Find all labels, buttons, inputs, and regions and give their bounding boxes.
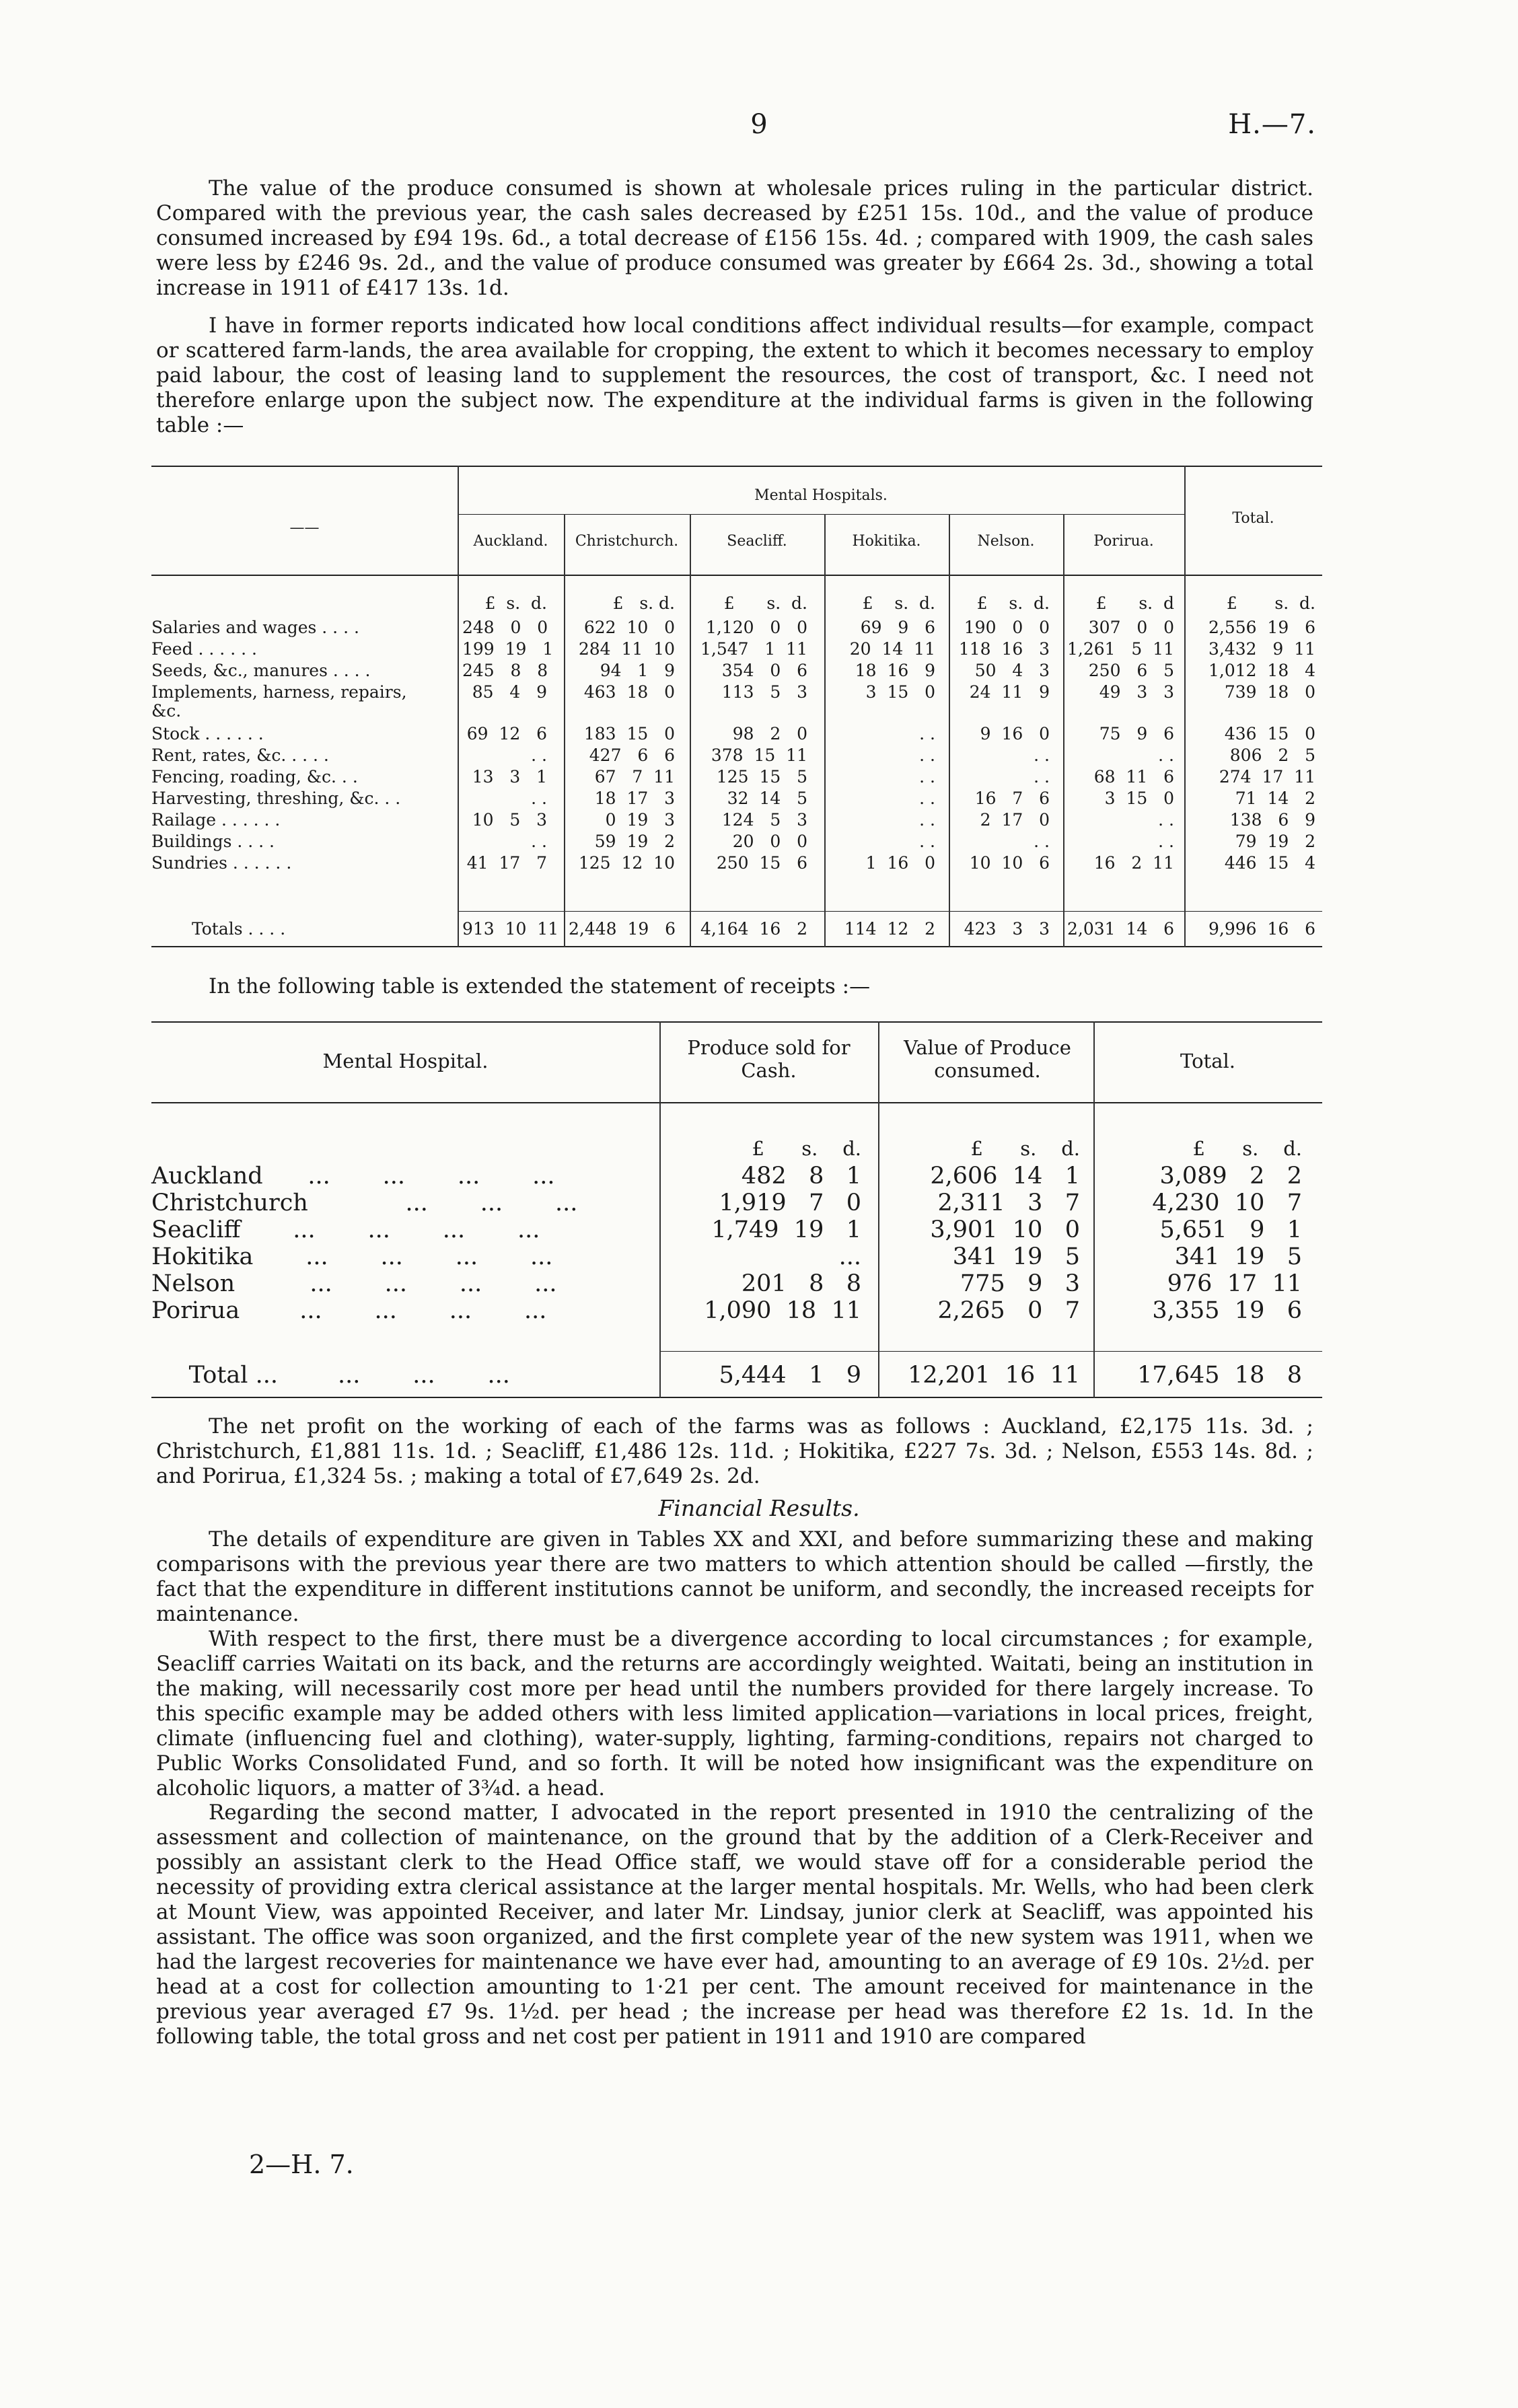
page-number: 9 [750,109,768,140]
total-header: Total. [1232,510,1274,527]
table-cell: 482 8 1 [741,1163,861,1190]
table-cell: 446 15 4 [1224,853,1315,873]
row-label: Fencing, roading, &c. . . [151,767,358,787]
table-cell: 1,919 7 0 [719,1190,861,1216]
row-label: Salaries and wages . . . . [151,618,359,637]
unit-header: £ s. d. [1226,593,1315,613]
table-cell: 98 2 0 [732,724,807,743]
table-cell: . . [1158,832,1174,851]
table-cell: 183 15 0 [583,724,675,743]
table-cell: 341 19 5 [952,1243,1080,1270]
table-cell: 354 0 6 [721,661,807,680]
table-cell: 125 15 5 [716,767,807,787]
table-cell: 124 5 3 [721,810,807,830]
column-header: Mental Hospital. [322,1050,489,1072]
table-cell: 1,547 1 11 [700,639,807,659]
header-bottom-rule [151,575,1322,576]
table-cell: 118 16 3 [958,639,1050,659]
expenditure-table [151,466,1322,950]
table-cell: . . [919,789,935,808]
column-header: Produce sold for Cash. [687,1036,851,1082]
unit-header: £ s. d. [976,593,1050,613]
table-cell: 3,355 19 6 [1152,1297,1302,1324]
table-bottom-rule [151,1397,1322,1398]
table-cell: 50 4 3 [974,661,1050,680]
table-row [151,832,1322,853]
table-cell: 3,901 10 0 [930,1216,1080,1243]
table-cell: . . [1158,810,1174,830]
table-top-rule [151,1021,1322,1023]
table-row [151,1297,1322,1324]
table-cell: 24 11 9 [969,682,1050,702]
group-header-rule [458,514,1184,515]
table-row [151,1163,1322,1190]
table-cell: 274 17 11 [1219,767,1315,787]
table-cell: 201 8 8 [741,1270,861,1297]
table-bottom-rule [151,946,1322,947]
row-label: Seeds, &c., manures . . . . [151,661,371,680]
table-cell: 775 9 3 [960,1270,1080,1297]
table-cell: 284 11 10 [578,639,675,659]
table-cell: 75 9 6 [1099,724,1174,743]
column-header: Seacliff. [727,533,787,550]
table-cell: . . [1034,745,1050,765]
table-row [151,618,1322,639]
table-cell: . . [1034,767,1050,787]
table-cell: 69 9 6 [860,618,935,637]
table-cell: 125 12 10 [578,853,675,873]
table-cell: 138 6 9 [1229,810,1315,830]
table-cell: 20 0 0 [732,832,807,851]
table-row [151,1190,1322,1216]
column-header: Hokitika. [852,533,921,550]
total-cell: 114 12 2 [844,919,935,939]
table-cell: 20 14 11 [849,639,935,659]
column-header: Value of Produce consumed. [904,1036,1071,1082]
table-cell: 1,120 0 0 [705,618,807,637]
unit-header: £ s. d. [484,593,547,613]
total-cell: 17,645 18 8 [1137,1362,1302,1389]
totals-row [151,919,1322,941]
table-cell: 16 2 11 [1093,853,1174,873]
header-bottom-rule [151,1102,1322,1103]
table-cell: . . [919,745,935,765]
table-cell: 67 7 11 [594,767,675,787]
unit-header: £ s. d. [862,593,935,613]
table-cell: 16 7 6 [974,789,1050,808]
paragraph-net-profit: The net profit on the working of each of the farms was as follows : Auckland, £2,175 11s. 3d. ; Christchurch, £1,881 11s. 1d. ; Seacliff, £1,486 12s. 11d. ; Hokitika, £227 7s. 3d. ; Nelson, £553 14s. 8d. ; and Porirua, £1,324 5s. ; making a total of £7,649 2s. 2d. [156,1414,1313,1488]
table-cell: 0 19 3 [605,810,675,830]
document-code: H.—7. [1228,109,1316,140]
table-cell: 49 3 3 [1099,682,1174,702]
paragraph-produce-value: The value of the produce consumed is shown at wholesale prices ruling in the particular district. Compared with the previous year, the cash sales decreased by £251 15s. 10d., and the value of produce consumed increased by £94 19s. 6d., a total decrease of £156 15s. 4d. ; compared with 1909, the cash sales were less by £246 9s. 2d., and the value of produce consumed was greater by £664 2s. 3d., showing a total increase in 1911 of £417 13s. 1d. [156,176,1313,300]
column-header: Total. [1180,1050,1235,1072]
table-cell: . . [531,832,547,851]
unit-header: £ s. d. [1192,1137,1302,1160]
receipts-table [151,1021,1322,1398]
total-cell: 9,996 16 6 [1208,919,1315,939]
table-cell: 13 3 1 [472,767,547,787]
footer-code: 2—H. 7. [249,2150,354,2179]
totals-rule [659,1351,1322,1352]
table-cell: . . [531,745,547,765]
table-cell: . . [1158,745,1174,765]
table-cell: 245 8 8 [462,661,548,680]
column-header: Porirua. [1093,533,1154,550]
table-cell: 378 15 11 [711,745,807,765]
table-cell: 18 16 9 [855,661,935,680]
row-label: Railage . . . . . . [151,810,281,830]
table-cell: . . [531,789,547,808]
table-cell: 18 17 3 [594,789,675,808]
table-cell: . . [919,767,935,787]
table-cell: 1,749 19 1 [711,1216,861,1243]
table-cell: 307 0 0 [1088,618,1174,637]
row-label: Sundries . . . . . . [151,853,292,873]
table-row [151,724,1322,745]
table-cell: 3,089 2 2 [1159,1163,1302,1190]
table-cell: . . [919,810,935,830]
column-header: Nelson. [977,533,1035,550]
group-header: Mental Hospitals. [754,487,888,504]
row-label: Hokitika ... ... ... ... [151,1243,553,1270]
row-label: Rent, rates, &c. . . . . [151,745,329,765]
table-row [151,1270,1322,1297]
table-cell: 59 19 2 [594,832,675,851]
unit-header: £ s. d. [723,593,807,613]
table-cell: 806 2 5 [1229,745,1315,765]
unit-header: £ s. d. [612,593,675,613]
table-row [151,810,1322,832]
table-cell: . . [919,724,935,743]
table-cell: 3 15 0 [1104,789,1174,808]
table-cell: 41 17 7 [466,853,547,873]
row-label: Buildings . . . . [151,832,275,851]
totals-rule [458,911,1322,912]
units-row [151,1137,1322,1164]
table-cell: 427 6 6 [589,745,675,765]
row-label: Auckland ... ... ... ... [151,1163,555,1190]
total-cell: 2,448 19 6 [569,919,676,939]
table-cell: 1,261 5 11 [1067,639,1174,659]
row-label: Implements, harness, repairs, [151,682,407,702]
table-cell: 9 16 0 [980,724,1050,743]
table-cell: ... [838,1243,861,1270]
table-cell: 2 17 0 [980,810,1050,830]
totals-label: Totals . . . . [192,919,286,939]
table-cell: 113 5 3 [721,682,807,702]
table-cell: . . [919,832,935,851]
table-cell: 976 17 11 [1167,1270,1302,1297]
row-label: Christchurch ... ... ... [151,1190,578,1216]
row-label: Seacliff ... ... ... ... [151,1216,540,1243]
paragraph-maintenance: Regarding the second matter, I advocated in the report presented in 1910 the centralizing of the assessment and collection of maintenance, on the ground that by the addition of a Clerk-Receiver and possibly an assistant clerk to the Head Office staff, we would stave off for a considerable period the necessity of providing extra clerical assistance at the larger mental hospitals. Mr. Wells, who had been clerk at Mount View, was appointed Receiver, and later Mr. Lindsay, junior clerk at Seacliff, was appointed his assistant. The office was soon organized, and the first complete year of the new system was 1911, when we had the largest recoveries for maintenance we have ever had, amounting to an average of £9 10s. 2½d. per head at a cost for collection amounting to 1·21 per cent. The amount received for maintenance in the previous year averaged £7 9s. 1½d. per head ; the increase per head was therefore £2 1s. 1d. In the following table, the total gross and net cost per patient in 1911 and 1910 are compared [156,1800,1313,2049]
paragraph-expenditure-details: The details of expenditure are given in Tables XX and XXI, and before summarizing these and making comparisons with the previous year there are two matters to which attention should be called —firstly, the fact that the expenditure in different institutions cannot be uniform, and secondly, the increased receipts for maintenance. [156,1527,1313,1626]
table-corner: —— [289,519,320,536]
row-label: Porirua ... ... ... ... [151,1297,547,1324]
row-label: Harvesting, threshing, &c. . . [151,789,401,808]
table-cell: 250 15 6 [716,853,807,873]
table-cell: 199 19 1 [462,639,554,659]
table-row [151,1216,1322,1243]
table-cell: 1,012 18 4 [1208,661,1315,680]
table-row [151,789,1322,810]
table-cell: 2,311 3 7 [937,1190,1080,1216]
table-cell: 68 11 6 [1093,767,1174,787]
totals-label: Total ... ... ... ... [151,1362,510,1389]
table-row [151,639,1322,661]
unit-header: £ s. d [1095,593,1174,613]
table-cell: 1,090 18 11 [704,1297,861,1324]
table-cell: 248 0 0 [462,618,548,637]
row-label: &c. [151,701,182,721]
table-cell: 463 18 0 [583,682,675,702]
table-cell: 69 12 6 [466,724,547,743]
table-cell: 1 16 0 [865,853,935,873]
table-cell: 622 10 0 [583,618,675,637]
table-cell: 10 5 3 [472,810,547,830]
table-cell: 10 10 6 [969,853,1050,873]
table-row [151,1243,1322,1270]
section-heading: Financial Results. [658,1495,860,1521]
table-cell: 5,651 9 1 [1159,1216,1302,1243]
table-cell: 436 15 0 [1224,724,1315,743]
column-header: Christchurch. [575,533,679,550]
table-row [151,745,1322,767]
table-cell: 4,230 10 7 [1152,1190,1302,1216]
table-cell: 85 4 9 [472,682,547,702]
totals-row [151,1362,1322,1389]
total-cell: 12,201 16 11 [907,1362,1080,1389]
table-cell: 79 19 2 [1235,832,1315,851]
paragraph-receipts-intro: In the following table is extended the statement of receipts :— [209,974,871,998]
table-cell: 3,432 9 11 [1208,639,1315,659]
table-cell: 3 15 0 [865,682,935,702]
table-cell: 32 14 5 [727,789,807,808]
column-header: Auckland. [473,533,548,550]
table-row [151,661,1322,682]
paragraph-local-conditions: I have in former reports indicated how local conditions affect individual results—for example, compact or scattered farm-lands, the area available for cropping, the extent to which it becomes necessary to employ paid labour, the cost of leasing land to supplement the resources, the cost of transport, &c. I need not therefore enlarge upon the subject now. The expenditure at the individual farms is given in the following table :— [156,314,1313,437]
table-row [151,767,1322,789]
table-cell: 2,556 19 6 [1208,618,1315,637]
table-cell: . . [1034,832,1050,851]
row-label: Stock . . . . . . [151,724,264,743]
table-row [151,853,1322,875]
row-label: Nelson ... ... ... ... [151,1270,557,1297]
table-cell: 94 1 9 [600,661,675,680]
paragraph-divergence: With respect to the first, there must be a divergence according to local circumstances ; for example, Seacliff carries Waitati on its back, and the returns are accordingly weighted. Waitati, being an institution in the making, will necessarily cost more per head until the numbers provided for there largely increase. To this specific example may be added others with less limited application—variations in local prices, freight, climate (influencing fuel and clothing), water-supply, lighting, farming-conditions, repairs not charged to Public Works Consolidated Fund, and so forth. It will be noted how insignificant was the expenditure on alcoholic liquors, a matter of 3¾d. a head. [156,1627,1313,1800]
total-cell: 2,031 14 6 [1067,919,1174,939]
table-cell: 2,265 0 7 [937,1297,1080,1324]
table-cell: 2,606 14 1 [930,1163,1080,1190]
unit-header: £ s. d. [970,1137,1080,1160]
total-cell: 5,444 1 9 [719,1362,861,1389]
table-cell: 190 0 0 [964,618,1050,637]
table-cell: 71 14 2 [1235,789,1315,808]
units-row [151,593,1322,615]
table-cell: 739 18 0 [1224,682,1315,702]
table-cell: 341 19 5 [1174,1243,1302,1270]
unit-header: £ s. d. [752,1137,861,1160]
total-cell: 4,164 16 2 [700,919,807,939]
row-label: Feed . . . . . . [151,639,257,659]
total-cell: 913 10 11 [462,919,559,939]
total-cell: 423 3 3 [964,919,1050,939]
table-row [151,701,1322,723]
table-cell: 250 6 5 [1088,661,1174,680]
table-top-rule [151,466,1322,467]
